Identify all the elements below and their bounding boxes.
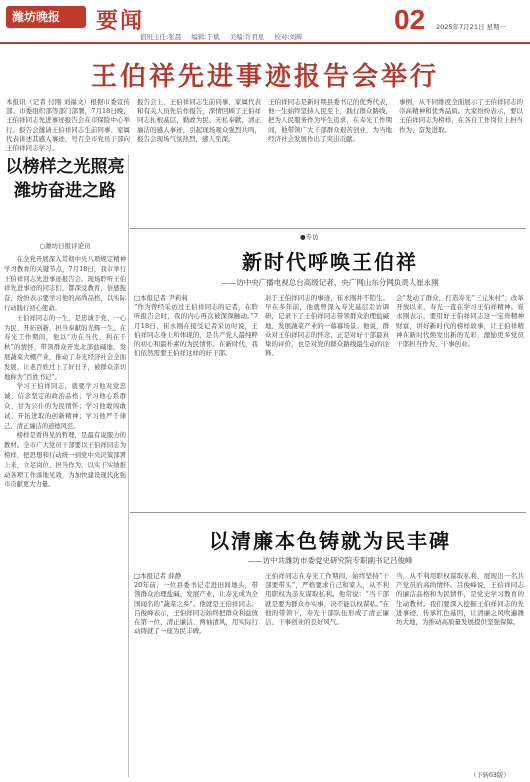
top-story-column-4: 事例，从不同维度全面展示了王伯祥同志的崇高精神和优秀品质。大家纷纷表示，要以王伯祥同志为榜样，在各自工作岗位上担当作为、奋发进取。 bbox=[399, 98, 523, 134]
lower-column-3: 当，从不利用职权谋取私利，展现出一名共产党员的高尚情怀。吕俊峰说，王伯祥同志的廉洁品格和为民情怀，是党史学习教育的生动教材。我们要深入挖掘王伯祥同志的先进事迹，传承红色基因，让清廉之风吹遍潍坊大地，为推动高质量发展提供坚强保障。 bbox=[396, 572, 524, 627]
editor-credit: 编辑:于斌 bbox=[191, 33, 220, 41]
section-title: 要闻 bbox=[96, 8, 145, 34]
commentary-body bbox=[4, 255, 126, 775]
interview-column-1: □本报记者 尹莉莉 “作为曾经采访过王伯祥同志的记者，在聆听报告会时，我的内心再次被深深触动。”7月18日，崔永刚在接受记者采访时说，王伯祥同志身上所体现的，是共产党人最纯粹的初心和最朴素的为民情怀。在新时代，我们依然需要王伯祥这样的好干部。 bbox=[134, 294, 258, 358]
main-headline: 王伯祥先进事迹报告会举行 bbox=[90, 62, 439, 92]
issue-date: 2025年7月21日 星期一 bbox=[436, 23, 507, 31]
continued-note: （下转03版） bbox=[470, 772, 510, 779]
interview-column-3: 会”发动了群众，打造寿光“三元朱村”；改革开放以来，寿光一直在学习王伯祥精神。崔永刚表示，要用好王伯祥同志这一宝贵精神财富，讲好新时代的榜样故事，让王伯祥精神在新时代焕发出新的光彩，激励更多党员干部担当作为、干事创业。 bbox=[396, 294, 524, 349]
editor-line bbox=[140, 32, 311, 41]
editor-credit: 美编:许君星 bbox=[229, 33, 265, 41]
interview-subheadline: ——访中央广播电视总台高级记者、央广网山东分网负责人崔永刚 bbox=[221, 278, 439, 287]
divider bbox=[130, 228, 526, 229]
lower-headline: 以清廉本色铸就为民丰碑 bbox=[209, 529, 451, 553]
commentary-headline-line: 潍坊奋进之路 bbox=[14, 181, 116, 201]
lower-subheadline: ——访中共潍坊市委党史研究院专职副书记吕俊峰 bbox=[247, 556, 413, 565]
paragraph: 在全党开展深入贯彻中央八项规定精神学习教育的关键节点，7月18日，我市举行王伯祥同志先进事迹报告会。现场聆听王伯祥先进事迹的同志们，都深受教育，倍感振奋，纷纷表示要学习他的高尚品格，以实际行动践行初心使命。 bbox=[4, 256, 126, 312]
top-story-column-2: 报告会上，王伯祥同志生前同事、家属代表和有关人员先后作报告，深情回顾了王伯祥同志扎根基层、勤政为民、无私奉献、清正廉洁的感人事迹，引起现场观众强烈共鸣，报告会现场气氛热烈，感人至深。 bbox=[137, 98, 261, 143]
interview-column-2: 对于王伯祥同志的事迹，崔永刚并不陌生。早在多年前，他就曾深入寿光基层走访调研，记录下了王伯祥同志带领群众治理盐碱地、发展蔬菜产业的一幕幕场景。他说，群众对王伯祥同志的怀念，正是对好干部最真挚的评价，也是对党的群众路线最生动的诠释。 bbox=[265, 294, 389, 358]
commentary-byline: ○潍坊日报评论员 bbox=[39, 242, 91, 250]
divider bbox=[130, 512, 526, 513]
interview-tag: ●专访 bbox=[300, 233, 319, 241]
commentary-column bbox=[4, 155, 126, 777]
top-story-column-3: 王伯祥同志是新时期县委书记的优秀代表，他一生始终坚持人民至上，践行群众路线，把为人民服务作为毕生追求，在寿光工作期间，他带领广大干部群众艰苦创业，为当地经济社会发展作出了突出贡献。 bbox=[268, 98, 392, 143]
paragraph: 榜样是看得见的哲理，是最有说服力的教材。全市广大党员干部要以王伯祥同志为榜样，把思想和行动统一到党中央决策部署上来，立足岗位、担当作为，以实干实绩推动各项工作落地见效，为加快建设现代化强市贡献更大力量。 bbox=[4, 432, 126, 489]
newspaper-logo: 潍坊晚报 bbox=[6, 6, 86, 28]
commentary-headline-line: 以榜样之光照亮 bbox=[5, 157, 125, 177]
commentary-headline bbox=[4, 155, 126, 203]
editor-credit: 校对:刘辉 bbox=[274, 33, 303, 41]
lower-column-2: 王伯祥同志在寿光工作期间，始终坚持“干部要带头”，严格要求自己和家人，从不利用职权为亲友谋取私利。他常说：“当干部就是要为群众办实事，决不能以权谋私。”在他的带领下，寿光干部队伍形成了清正廉洁、干事创业的良好风气。 bbox=[265, 572, 389, 627]
editor-credit: 值班主任:张晨 bbox=[140, 33, 182, 41]
top-story-column-1: 本报讯（记者 付刚 刘福文）根据市委宣传部、市委组织部等部门部署，7月18日晚，王伯祥同志先进事迹报告会在市保险中心举行。报告会邀请王伯祥同志生前同事、家属代表讲述其感人事迹，号召全市党员干部向王伯祥同志学习。 bbox=[6, 98, 130, 153]
paragraph: 王伯祥同志的一生，是忠诚于党、一心为民、开拓创新、担当奉献的光辉一生。在寿光工作期间，他以“功在当代、利在千秋”的情怀，带领群众开发北部盐碱地，发展蔬菜大棚产业，推动了寿光经济社会全面发展，让老百姓过上了好日子，被群众亲切地称为“百姓书记”。 bbox=[4, 314, 126, 381]
paragraph: 学习王伯祥同志，就要学习他对党忠诚、信念坚定的政治品格；学习他心系群众、甘为公仆的为民情怀；学习他敢闯敢试、开拓进取的创新精神；学习他严于律己、清正廉洁的道德风范。 bbox=[4, 383, 126, 430]
page-number: 02 bbox=[394, 4, 426, 35]
lower-column-1: □本报记者 薛静 20年前，一位县委书记走进田间地头，带领群众治理盐碱、发展产业，让寿光成为全国闻名的“蔬菜之乡”。他就是王伯祥同志。吕俊峰表示，王伯祥同志始终把群众利益放在第一位，清正廉洁、两袖清风，用实际行动铸就了一座为民丰碑。 bbox=[134, 572, 258, 636]
interview-headline: 新时代呼唤王伯祥 bbox=[242, 250, 418, 274]
column-divider bbox=[128, 155, 129, 777]
masthead bbox=[0, 0, 530, 44]
